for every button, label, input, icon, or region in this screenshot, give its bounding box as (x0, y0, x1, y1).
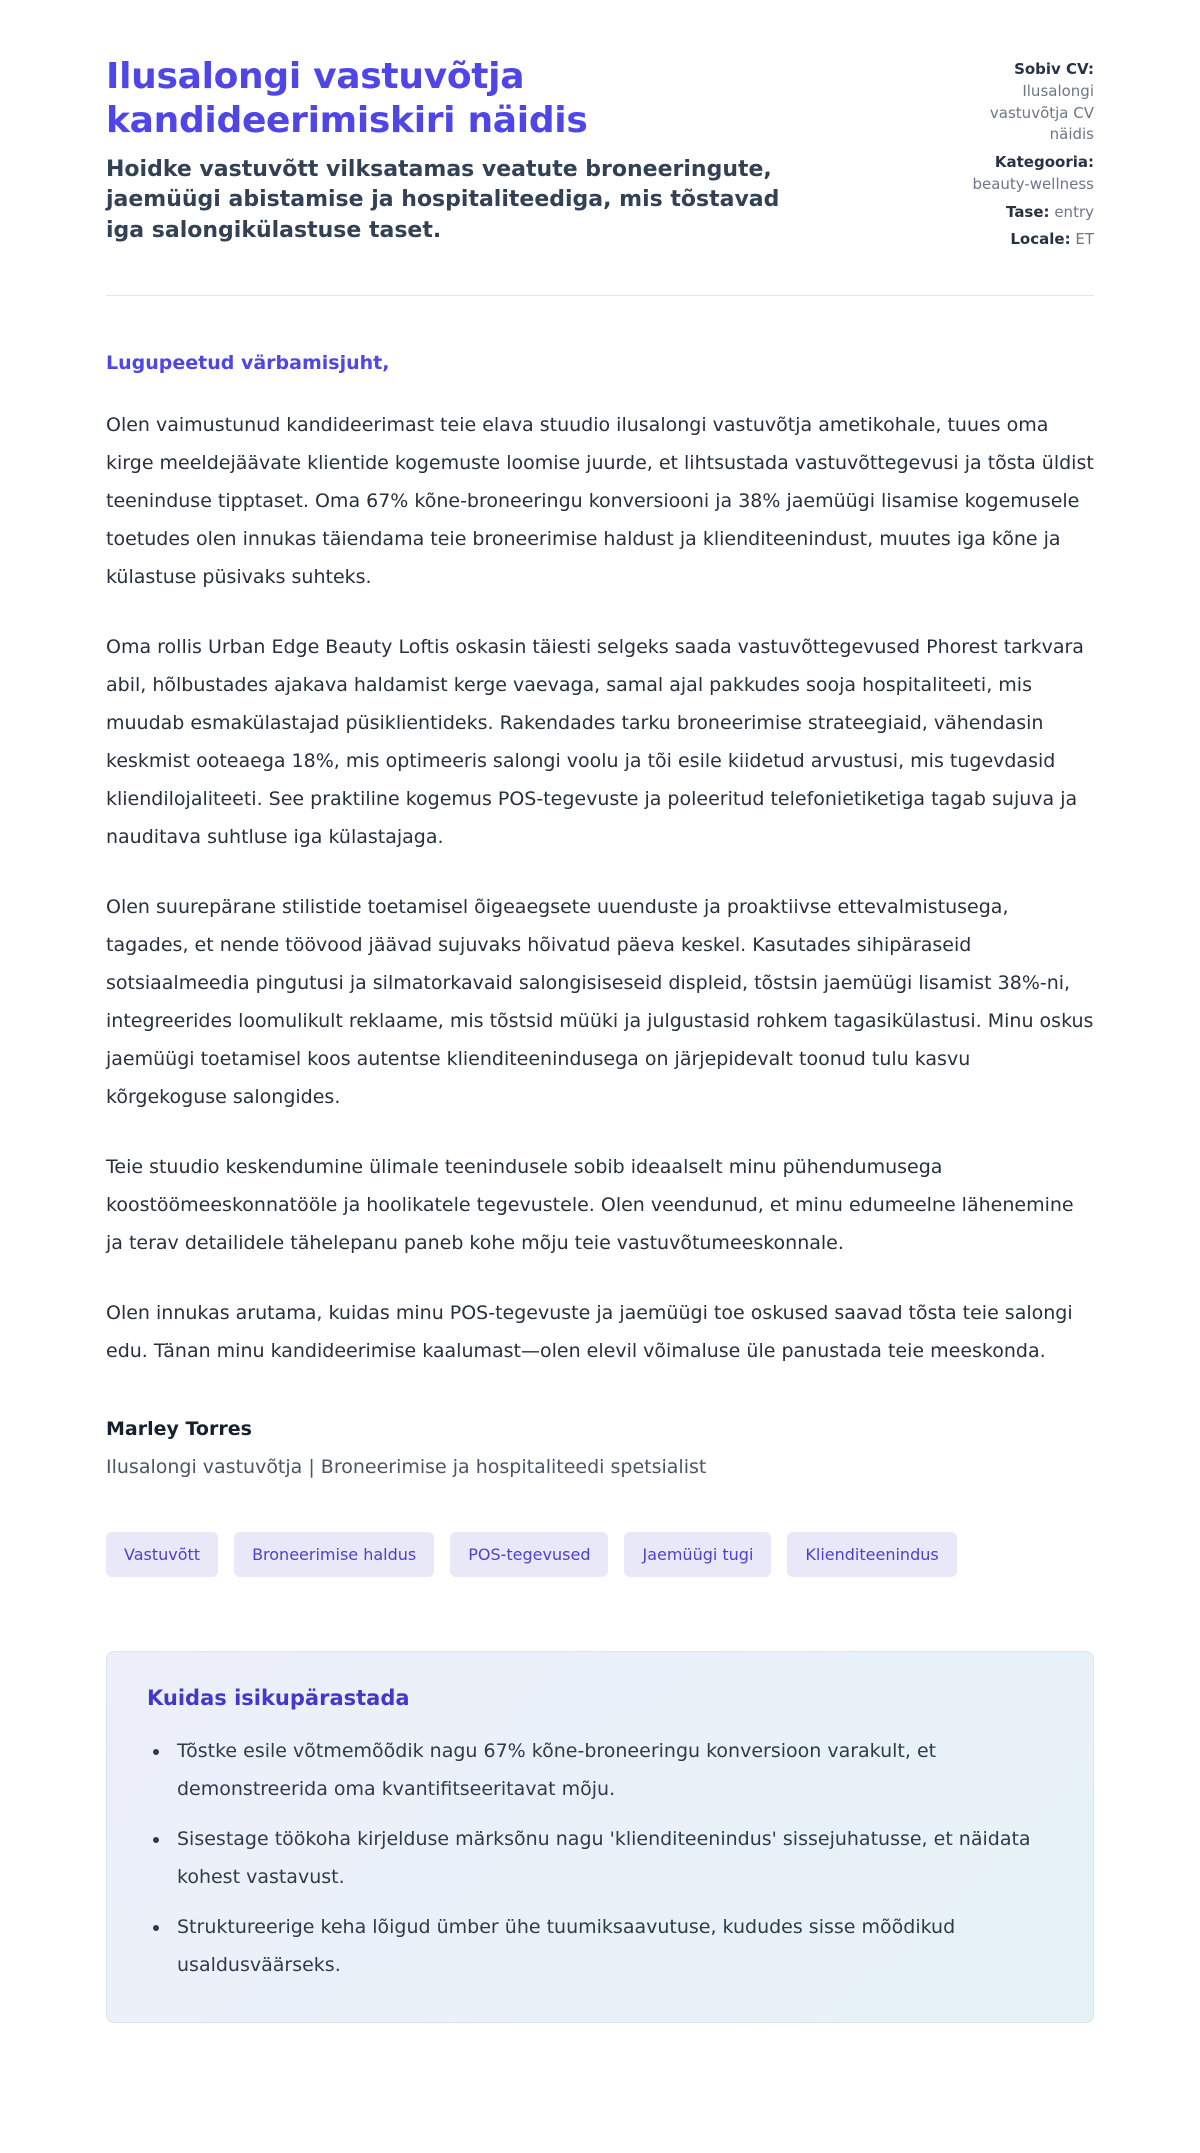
personalization-list (147, 1732, 1053, 1984)
skill-tag: Klienditeenindus (787, 1532, 956, 1577)
skill-tag: Vastuvõtt (106, 1532, 218, 1577)
header-divider (106, 295, 1094, 296)
meta-item-level (962, 202, 1094, 224)
personalization-title: Kuidas isikupärastada (147, 1686, 410, 1710)
signature-name: Marley Torres (106, 1418, 252, 1440)
skill-tag: POS-tegevused (450, 1532, 608, 1577)
personalization-bullet: • Struktureerige keha lõigud ümber ühe tuumiksaavutuse, kududes sisse mõõdikud usaldusväärseks. (171, 1908, 1053, 1984)
letter-salutation: Lugupeetud värbamisjuht, (106, 352, 390, 374)
meta-value: beauty-wellness (972, 174, 1094, 193)
personalization-callout (106, 1651, 1094, 2023)
meta-item-locale (962, 229, 1094, 251)
skill-tag: Jaemüügi tugi (624, 1532, 771, 1577)
skill-tag: Broneerimise haldus (234, 1532, 434, 1577)
header-title-block (106, 55, 786, 246)
letter-paragraph: Teie stuudio keskendumine ülimale teenindusele sobib ideaalselt minu pühendumusega koostöömeeskonnatööle ja hoolikatele tegevustele. Olen veendunud, et minu edumeelne lähenemine ja terav detailidele tähelepanu paneb kohe mõju teie vastuvõtumeeskonnale. (106, 1156, 1074, 1254)
letter-paragraph: Olen innukas arutama, kuidas minu POS-tegevuste ja jaemüügi toe oskused saavad tõsta teie salongi edu. Tänan minu kandideerimise kaalumast—olen elevil võimaluse üle panustada teie meeskonda. (106, 1302, 1073, 1362)
page-container (106, 0, 1094, 2023)
meta-label: Tase: (1006, 202, 1050, 221)
letter-body (106, 352, 1094, 1478)
signature-role: Ilusalongi vastuvõtja | Broneerimise ja hospitaliteedi spetsialist (106, 1456, 707, 1478)
meta-label: Sobiv CV: (1014, 60, 1094, 78)
meta-value: Ilusalongi vastuvõtja CV näidis (989, 81, 1094, 144)
letter-paragraph: Oma rollis Urban Edge Beauty Loftis oskasin täiesti selgeks saada vastuvõttegevused Phorest tarkvara abil, hõlbustades ajakava haldamist kerge vaevaga, samal ajal pakkudes sooja hospitaliteeti, mis muudab esmakülastajad püsiklientideks. Rakendades tarku broneerimise strateegiaid, vähendasin keskmist ooteaega 18%, mis optimeeris salongi voolu ja tõi esile kiidetud arvustusi, mis tugevdasid kliendilojaliteeti. See praktiline kogemus POS-tegevuste ja poleeritud telefonietiketiga tagab sujuva ja nauditava suhtluse iga külastajaga. (106, 636, 1084, 848)
meta-value: ET (1075, 230, 1094, 249)
meta-item-category (962, 152, 1094, 196)
personalization-bullet: • Tõstke esile võtmemõõdik nagu 67% kõne-broneeringu konversioon varakult, et demonstreerida oma kvantifitseeritavat mõju. (171, 1732, 1053, 1808)
letter-paragraph: Olen suurepärane stilistide toetamisel õigeaegsete uuenduste ja proaktiivse ettevalmistusega, tagades, et nende töövood jäävad sujuvaks hõivatud päeva keskel. Kasutades sihipäraseid sotsiaalmeedia pingutusi ja silmatorkavaid salongisiseseid displeid, tõstsin jaemüügi lisamist 38%-ni, integreerides loomulikult reklaame, mis tõstsid müüki ja julgustasid rohkem tagasikülastusi. Minu oskus jaemüügi toetamisel koos autentse klienditeenindusega on järjepidevalt toonud tulu kasvu kõrgekoguse salongides. (106, 896, 1094, 1108)
meta-item-matching-cv (962, 59, 1094, 146)
meta-value: entry (1054, 202, 1094, 221)
skill-tags-row (106, 1532, 1094, 1577)
personalization-bullet: • Sisestage töökoha kirjelduse märksõnu nagu 'klienditeenindus' sissejuhatusse, et näidata kohest vastavust. (171, 1820, 1053, 1896)
meta-label: Locale: (1010, 230, 1071, 249)
letter-paragraph: Olen vaimustunud kandideerimast teie elava stuudio ilusalongi vastuvõtja ametikohale, tuues oma kirge meeldejäävate klientide kogemuste loomise juurde, et lihtsustada vastuvõttegevusi ja tõsta üldist teeninduse tipptaset. Oma 67% kõne-broneeringu konversiooni ja 38% jaemüügi lisamise kogemusele toetudes olen innukas täiendama teie broneerimise haldust ja klienditeenindust, muutes iga kõne ja külastuse püsivaks suhteks. (106, 414, 1094, 588)
header-meta (962, 55, 1094, 257)
page-header (106, 55, 1094, 257)
page-subtitle: Hoidke vastuvõtt vilksatamas veatute broneeringute, jaemüügi abistamise ja hospitaliteediga, mis tõstavad iga salongikülastuse taset. (106, 156, 780, 243)
meta-label: Kategooria: (994, 153, 1094, 171)
page-title: Ilusalongi vastuvõtja kandideerimiskiri näidis (106, 56, 588, 141)
